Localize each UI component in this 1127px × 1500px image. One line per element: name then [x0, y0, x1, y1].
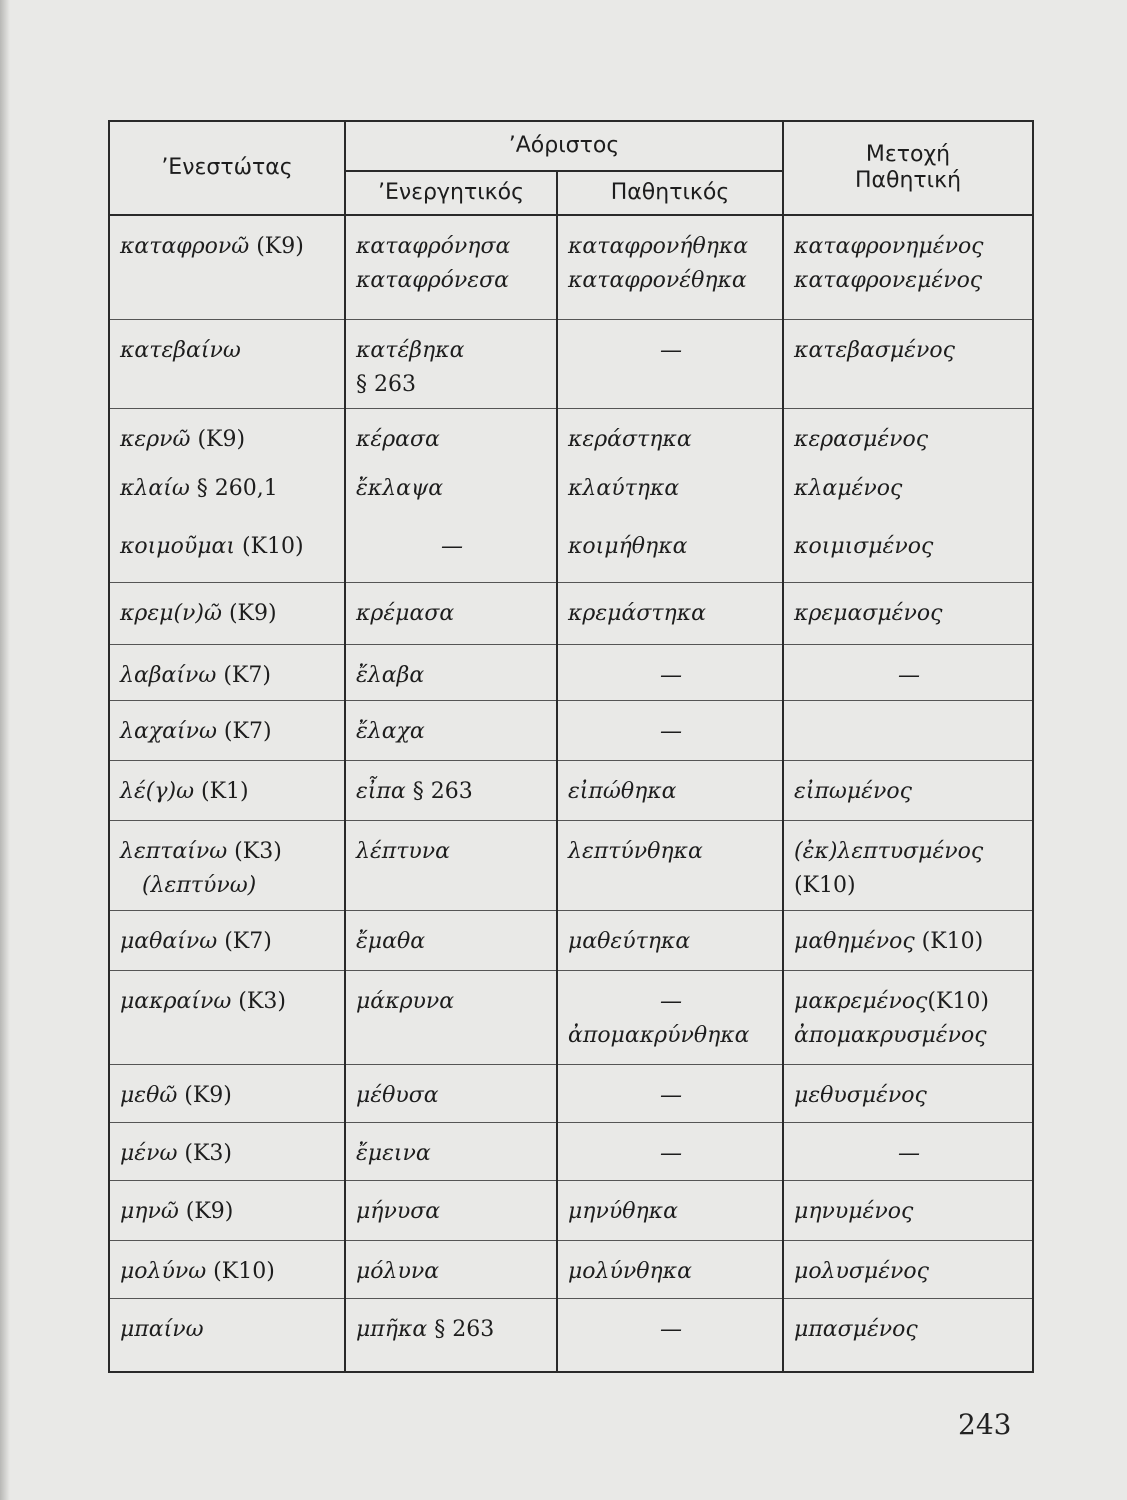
passive-aorist-cell: κλαύτηκα — [557, 468, 783, 526]
passive-aorist-cell: — — [557, 319, 783, 408]
participle-cell: — — [783, 1122, 1033, 1180]
active-aorist-cell: ἔκλαψα — [345, 468, 557, 526]
present-cell: λέ(γ)ω (K1) — [109, 760, 345, 820]
present-cell: λεπταίνω (K3) (λεπτύνω) — [109, 820, 345, 910]
table-row — [109, 1180, 1033, 1240]
header-passive: Παθητικός — [557, 171, 783, 215]
table-row — [109, 760, 1033, 820]
participle-cell: — — [783, 644, 1033, 700]
table-row — [109, 970, 1033, 1064]
passive-aorist-cell: καταφρονήθηκα καταφρονέθηκα — [557, 215, 783, 319]
present-cell: καταφρονῶ (K9) — [109, 215, 345, 319]
active-aorist-cell: — — [345, 526, 557, 582]
table-row — [109, 319, 1033, 408]
header-participle — [783, 121, 1033, 215]
table-row — [109, 582, 1033, 644]
present-cell: μακραίνω (K3) — [109, 970, 345, 1064]
present-cell: κρεμ(ν)ῶ (K9) — [109, 582, 345, 644]
participle-cell: μηνυμένος — [783, 1180, 1033, 1240]
table-row — [109, 1298, 1033, 1372]
active-aorist-cell: μήνυσα — [345, 1180, 557, 1240]
participle-cell: (ἐκ)λεπτυσμένος (K10) — [783, 820, 1033, 910]
present-cell: μολύνω (K10) — [109, 1240, 345, 1298]
present-cell: μπαίνω — [109, 1298, 345, 1372]
participle-cell: εἰπωμένος — [783, 760, 1033, 820]
passive-aorist-cell: εἰπώθηκα — [557, 760, 783, 820]
passive-aorist-cell: — — [557, 700, 783, 760]
participle-cell: μαθημένος (K10) — [783, 910, 1033, 970]
passive-aorist-cell: μηνύθηκα — [557, 1180, 783, 1240]
participle-cell: κοιμισμένος — [783, 526, 1033, 582]
active-aorist-cell: μέθυσα — [345, 1064, 557, 1122]
header-active: ’Ενεργητικός — [345, 171, 557, 215]
page-edge-shadow — [0, 0, 10, 1500]
participle-cell: κερασμένος — [783, 408, 1033, 468]
present-cell: κατεβαίνω — [109, 319, 345, 408]
active-aorist-cell: εἶπα § 263 — [345, 760, 557, 820]
passive-aorist-cell: — — [557, 1122, 783, 1180]
participle-cell: κρεμασμένος — [783, 582, 1033, 644]
participle-cell: μεθυσμένος — [783, 1064, 1033, 1122]
table-row — [109, 526, 1033, 582]
table-row — [109, 1064, 1033, 1122]
table-row — [109, 820, 1033, 910]
present-cell: λαχαίνω (K7) — [109, 700, 345, 760]
participle-cell: καταφρονημένος καταφρονεμένος — [783, 215, 1033, 319]
table-row — [109, 644, 1033, 700]
present-cell: κερνῶ (K9) — [109, 408, 345, 468]
present-cell: λαβαίνω (K7) — [109, 644, 345, 700]
passive-aorist-cell: — — [557, 1064, 783, 1122]
header-aorist: ’Αόριστος — [345, 121, 783, 171]
active-aorist-cell: μάκρυνα — [345, 970, 557, 1064]
passive-aorist-cell: — — [557, 1298, 783, 1372]
active-aorist-cell: κέρασα — [345, 408, 557, 468]
participle-cell: μακρεμένος(K10) ἀπομακρυσμένος — [783, 970, 1033, 1064]
active-aorist-cell: ἔλαχα — [345, 700, 557, 760]
passive-aorist-cell: — ἀπομακρύνθηκα — [557, 970, 783, 1064]
header-present: ’Ενεστώτας — [109, 121, 345, 215]
present-cell: κλαίω § 260,1 — [109, 468, 345, 526]
passive-aorist-cell: κοιμήθηκα — [557, 526, 783, 582]
active-aorist-cell: ἔμεινα — [345, 1122, 557, 1180]
participle-cell: μπασμένος — [783, 1298, 1033, 1372]
active-aorist-cell: ἔμαθα — [345, 910, 557, 970]
present-cell: κοιμοῦμαι (K10) — [109, 526, 345, 582]
participle-cell: κατεβασμένος — [783, 319, 1033, 408]
table-row — [109, 910, 1033, 970]
present-cell: μηνῶ (K9) — [109, 1180, 345, 1240]
active-aorist-cell: μόλυνα — [345, 1240, 557, 1298]
active-aorist-cell: ἔλαβα — [345, 644, 557, 700]
present-cell: μένω (K3) — [109, 1122, 345, 1180]
page-number: 243 — [958, 1408, 1012, 1441]
participle-cell: κλαμένος — [783, 468, 1033, 526]
participle-cell — [783, 700, 1033, 760]
passive-aorist-cell: μαθεύτηκα — [557, 910, 783, 970]
active-aorist-cell: κατέβηκα § 263 — [345, 319, 557, 408]
active-aorist-cell: κρέμασα — [345, 582, 557, 644]
header-participle-line1: Μετοχή — [865, 142, 951, 167]
table-row — [109, 700, 1033, 760]
passive-aorist-cell: μολύνθηκα — [557, 1240, 783, 1298]
header-participle-line2: Παθητική — [854, 168, 962, 193]
passive-aorist-cell: — — [557, 644, 783, 700]
table-row — [109, 1240, 1033, 1298]
table-row — [109, 1122, 1033, 1180]
participle-cell: μολυσμένος — [783, 1240, 1033, 1298]
table-row — [109, 215, 1033, 319]
active-aorist-cell: καταφρόνησα καταφρόνεσα — [345, 215, 557, 319]
passive-aorist-cell: λεπτύνθηκα — [557, 820, 783, 910]
active-aorist-cell: μπῆκα § 263 — [345, 1298, 557, 1372]
present-cell: μεθῶ (K9) — [109, 1064, 345, 1122]
passive-aorist-cell: κεράστηκα — [557, 408, 783, 468]
table-row — [109, 408, 1033, 468]
passive-aorist-cell: κρεμάστηκα — [557, 582, 783, 644]
present-cell: μαθαίνω (K7) — [109, 910, 345, 970]
verb-conjugation-table — [108, 120, 1034, 1373]
table-row — [109, 468, 1033, 526]
active-aorist-cell: λέπτυνα — [345, 820, 557, 910]
